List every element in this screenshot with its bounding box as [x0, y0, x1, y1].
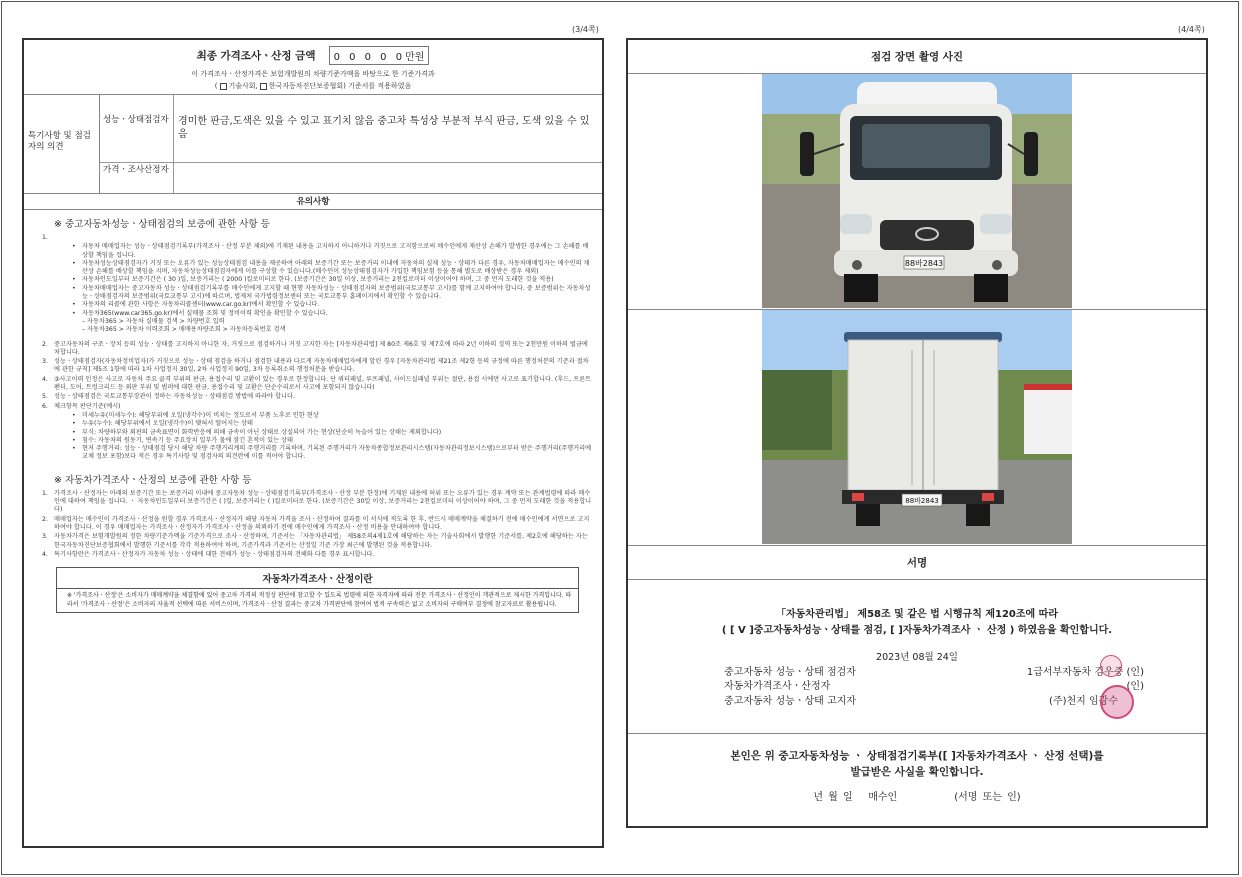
item-number: 1.	[42, 489, 48, 497]
list-item: ③사고이력 인정은 사고로 자동차 주요 골격 부위의 판금, 용접수리 및 교환이 있는 경우로 한정합니다. 단 쿼터패널, 루프패널, 사이드실패널 부위는 절단, 용접 시에만 사고로 표기합니다. (후드, 프론트펜더, 도어, 트렁크리드 등 외판 부위 및 범퍼에 대한 판금, 용접수리 및 교환은 단순수리로서 사고에 포함되지 않습니다)	[54, 375, 592, 392]
section-inspection-warranty: ※ 중고자동차성능ㆍ상태점검의 보증에 관한 사항 등	[54, 219, 270, 230]
list-item: 가격조사ㆍ산정자는 아래의 보증기간 또는 보증거리 이내에 중고자동차 성능ㆍ상태점검기록부(가격조사ㆍ산정 부분 한정)에 기재된 내용에 허위 또는 오류가 있는 경우 계약 또는 관계법령에 따라 매수인에 대하여 책임을 집니다. ㆍ 자동차인도일부터 보증기간은 ( )일, 보증거리는 ( )킬로미터로 한다. (보증기간은 30일 이상, 보증거리는 2천킬로미터 이상이어야 하며, 그 중 먼저 도래한 것을 적용합니다)	[54, 489, 592, 514]
price-amount-box	[329, 46, 430, 65]
page-number-left: (3/4쪽)	[572, 25, 599, 34]
rear-photo-cell	[628, 310, 1206, 546]
item-number: 2.	[42, 515, 48, 523]
checkbox-kada[interactable]	[260, 83, 267, 90]
item-number: 1.	[42, 234, 48, 241]
rear-plate: 88바2843	[905, 497, 939, 505]
notes-title: 유의사항	[24, 194, 602, 210]
signer-rows	[628, 663, 1206, 713]
list-item: 자동차인도일부터 보증기간은 ( 30 )일, 보증거리는 ( 2000 )킬로미터로 한다. (보증기간은 30일 이상, 보증거리는 2천킬로미터 이상이어야 하며, 그 중 먼저 도래한 것을 적용)	[82, 276, 554, 284]
price-header	[24, 40, 602, 95]
item-number: 3.	[42, 533, 48, 541]
role-appraiser: 자동차가격조사ㆍ산정자	[724, 681, 831, 692]
list-item: 미세누유(미세누수): 해당부위에 오일(냉각수)이 비치는 정도로서 부품 노후로 인한 현상	[82, 411, 319, 419]
list-item: 중고자동차의 구조ㆍ장치 등의 성능ㆍ상태를 고지하지 아니한 자, 거짓으로 점검하거나 거짓 고지한 자는 [자동차관리법] 제 80조 제6호 및 제7호에 따라 2년 이하의 징역 또는 2천만원 이하의 벌금에 처합니다.	[54, 340, 588, 356]
role-notifier: 중고자동차 성능ㆍ상태 고지자	[724, 696, 856, 707]
inspector-seal-icon	[1100, 655, 1122, 677]
buyer-label: 매수인	[868, 792, 898, 803]
list-item: 성능ㆍ상태점검은 국토교통부장관이 정하는 자동차성능ㆍ상태점검 방법에 따라야 합니다.	[54, 393, 295, 401]
front-plate: 88바2843	[904, 259, 944, 268]
opinion-table	[24, 95, 602, 194]
definition-box	[56, 567, 579, 613]
price-note-1: 이 가격조사ㆍ산정가격은 보험개발원의 차량기준가액을 바탕으로 한 기준가격과	[191, 70, 435, 78]
legal-statement	[628, 580, 1206, 639]
notifier-name: (주)천지 임광수	[1049, 696, 1118, 707]
list-item: 누유(누수): 해당부위에서 오일(냉각수)이 맺혀서 떨어지는 상태	[82, 420, 254, 428]
list-item: 자동차가격은 보험개발원의 정한 차량기준가액을 기준가격으로 조사ㆍ산정하며, 기준서는 「자동차관리법」 제58조의4제1호에 해당하는 자는 기술사회에서 발행한 기준서를, 제2호에 해당하는 자는 한국자동차진단보증협회에서 발행한 기준서를 각각 적용하여야 하며, 기준가격과 기준서는 산정일 기준 가장 최근에 발행된 것을 적용합니다.	[54, 533, 588, 549]
page-number-right: (4/4쪽)	[1178, 25, 1205, 34]
paren-open: (	[214, 82, 218, 90]
inspection-warranty-list: 1. • 자동차 매매업자는 성능ㆍ상태점검기록부(가격조사ㆍ산정 부분 제외)에 기재된 내용을 고지하지 아니하거나 거짓으로 고지함으로써 매수인에게 재산상 손해가 발생한 경우에는 그 손해를 배상할 책임을 집니다. • 자동차성능상태점검자가 거짓 또는 오류가 있는 성능상태점검 내용을 제공하여 아래의 보증기간 또는 보증거리 이내에 자동차의 실제 성능ㆍ상태가 다른 경우, 자동차매매업자는 매수인의 재산상 손해를 배상할 책임을 지며, 자동차성능상태점검자에게 이를 구상할 수 있습니다.(매수인이 성능상태점검자가 가입한 책임보험 등을 통해 별도로 배상받은 경우 제외) • 자동차인도일부터 보증기간은 ( 30 )일, 보증거리는 ( 2000 )킬로미터로 한다. (보증기간은 30일 이상, 보증거리는 2천킬로미터 이상이어야 하며, 그 중 먼저 도래한 것을 적용) • 자동차매매업자는 중고자동차 성능ㆍ상태점검기록부를 매수인에게 고지할 때 현행 자동차성능ㆍ상태점검자의 보증범위(국토교통부 고시)를 함께 고지하여야 합니다. 중 보증범위는 자동차성능ㆍ상태점검자의 보증범위(국토교통부 고시)에 따르며, 법제처 국가법령정보센터 또는 국토교통부 홈페이지에서 확인할 수 있습니다. • 자동차의 리콜에 관한 사항은 자동차리콜센터(www.car.go.kr)에서 확인할 수 있습니다. • 자동차365(www.car365.go.kr)에서 실매물 조회 및 정비이력 확인을 확인할 수 있습니다. – 자동차365 > 자동차 실매물 검색 > 차량번호 입력 – 자동차365 > 자동차 이력조회 > 매매용차량조회 > 자동차등록번호 검색 2. 중고자동차의 구조ㆍ장치 등의 성능ㆍ상태를 고지하지 아니한 자, 거짓으로 점검하거나 거짓 고지한 자는 [자동차관리법] 제 80조 제6호 및 제7호에 따라 2년 이하의 징역 또는 2천만원 이하의 벌금에 처합니다. 3. 성능ㆍ상태점검자(자동차정비업자)가 거짓으로 성능ㆍ상태 점검을 하거나 점검한 내용과 다르게 자동차매매업자에게 알린 경우 [자동차관리법 제21조 제2항 등의 규정에 따른 행정처분의 기준과 절차에 관한 규칙] 제5조 1항에 따라 1차 사업정지 30일, 2차 사업정지 90일, 3차 등록취소의 행정처분을 받습니다. 4. ③사고이력 인정은 사고로 자동차 주요 골격 부위의 판금, 용접수리 및 교환이 있는 경우로 한정합니다. 단 쿼터패널, 루프패널, 사이드실패널 부위는 절단, 용접 시에만 사고로 표기합니다. (후드, 프론트펜더, 도어, 트렁크리드 등 외판 부위 및 범퍼에 대한 판금, 용접수리 및 교환은 단순수리로서 사고에 포함되지 않습니다) 5. 성능ㆍ상태점검은 국토교통부장관이 정하는 자동차성능ㆍ상태점검 방법에 따라야 합니다. 6. 체크항목 판단기준(예시) • 미세누유(미세누수): 해당부위에 오일(냉각수)이 비치는 정도로서 부품 노후로 인한 현상 • 누유(누수): 해당부위에서 오일(냉각수)이 맺혀서 떨어지는 상태 • 부식: 차량하부와 외판의 금속표면이 화학반응에 의해 금속이 아닌 상태로 상실되어 가는 현상(단순히 녹슬어 있는 상태는 제외합니다) • 침수: 자동차의 원동기, 변속기 등 주요장치 일부가 물에 잠긴 흔적이 있는 상태 • 현저 주행거리: 성능ㆍ상태점검 당시 해당 차량 주행거리계의 주행거리를 기록하며, 기록된 주행거리가 자동차종합정보관리시스템(자동차관리정보시스템)으로부터 받은 주행거리(주행거리에 교체 정보 포함)보다 적은 경우 특기사항 및 점검자의 의견란에 이를 적어야 합니다.	[42, 234, 592, 461]
price-warranty-list	[24, 490, 602, 559]
notifier-seal-icon	[1100, 685, 1134, 719]
confirm-line-1: 본인은 위 중고자동차성능 ㆍ 상태점검기록부([ ]자동차가격조사 ㆍ 산정 선택)를	[730, 750, 1104, 762]
item-number: 5.	[42, 393, 48, 401]
item-number: 4.	[42, 375, 48, 383]
list-item: 자동차성능상태점검자가 거짓 또는 오류가 있는 성능상태점검 내용을 제공하여 아래의 보증기간 또는 보증거리 이내에 자동차의 실제 성능ㆍ상태가 다른 경우, 자동차매매업자는 매수인의 재산상 손해를 배상할 책임을 지며, 자동차성능상태점검자에게 이를 구상할 수 있습니다.(매수인이 성능상태점검자가 가입한 책임보험 등을 통해 별도로 배상받은 경우 제외)	[82, 259, 590, 276]
list-item: 특기사항란은 가격조사ㆍ산정자가 자동차 성능ㆍ상태에 대한 견해가 성능ㆍ상태점검자의 견해와 다를 경우 표시합니다.	[54, 550, 375, 558]
item-number: 3.	[42, 358, 48, 366]
legal-line-2: ( [ V ]중고자동차성능ㆍ상태를 점검, [ ]자동차가격조사 ㆍ 산정 ) 하였음을 확인합니다.	[721, 625, 1113, 636]
list-item: 부식: 차량하부와 외판의 금속표면이 화학반응에 의해 금속이 아닌 상태로 상실되어 가는 현상(단순히 녹슬어 있는 상태는 제외합니다)	[82, 428, 442, 436]
list-item: 자동차매매업자는 중고자동차 성능ㆍ상태점검기록부를 매수인에게 고지할 때 현행 자동차성능ㆍ상태점검자의 보증범위(국토교통부 고시)를 함께 고지하여야 합니다. 중 보증범위는 자동차성능ㆍ상태점검자의 보증범위(국토교통부 고시)에 따르며, 법제처 국가법령정보센터 또는 국토교통부 홈페이지에서 확인할 수 있습니다.	[82, 284, 591, 301]
price-title: 최종 가격조사ㆍ산정 금액	[196, 50, 316, 62]
list-item: 성능ㆍ상태점검자(자동차정비업자)가 거짓으로 성능ㆍ상태 점검을 하거나 점검한 내용과 다르게 자동차매매업자에게 알린 경우 [자동차관리법 제21조 제2항 등의 규정에 따른 행정처분의 기준과 절차에 관한 규칙] 제5조 1항에 따라 1차 사업정지 30일, 2차 사업정지 90일, 3차 등록취소의 행정처분을 받습니다.	[54, 358, 589, 374]
inspector-label: 성능ㆍ상태점검자	[100, 95, 174, 162]
truck-front-photo	[762, 74, 1072, 308]
definition-body: ※ '가격조사ㆍ산정'은 소비자가 매매계약을 체결함에 있어 중고차 가격의 적정성 판단에 참고할 수 있도록 법령에 의한 자격자에 따라 전문 가격조사ㆍ산정인이 객관적으로 제시한 가격입니다. 따라서 '가격조사ㆍ산정'은 소비자의 자율적 선택에 따른 서비스이며, 가격조사ㆍ산정 결과는 중고차 가격판단에 참여여 법적 구속력은 없고 소비자의 구매여부 결정에 참고자료로 활용됩니다.	[67, 592, 572, 609]
legal-line-1: 「자동차관리법」 제58조 및 같은 법 시행규칙 제120조에 따라	[775, 609, 1059, 620]
item-number: 2.	[42, 340, 48, 348]
role-inspector: 중고자동차 성능ㆍ상태 점검자	[724, 667, 856, 678]
price-note-2	[24, 81, 602, 91]
signature-section-title: 서명	[628, 546, 1206, 580]
buyer-sign-line	[628, 788, 1206, 803]
inspector-opinion: 경미한 판금,도색은 있을 수 있고 표기치 않음 중고차 특성상 부분적 부식 판금, 도색 있을 수 있음	[178, 116, 590, 140]
checkbox-tech-society[interactable]	[220, 83, 227, 90]
kada-label: 한국자동차진단보증협회) 기준서를 적용하였음	[268, 82, 412, 90]
list-item: – 자동차365 > 자동차 실매물 검색 > 차량번호 입력	[82, 317, 225, 325]
tech-society-label: 기술사회,	[228, 82, 258, 90]
inspector-name: 1급서부자동차 김우중 (인)	[1026, 667, 1144, 678]
price-unit: 만원	[405, 52, 425, 63]
list-item: 매매업자는 매수인이 가격조사ㆍ산정을 원할 경우 가격조사ㆍ산정자가 해당 자동차 가격을 조사ㆍ산정하여 결과를 이 서식에 적도록 한 후, 반드시 매매계약을 체결하기 전에 매수인에게 서면으로 고지하여야 합니다. 이 경우 매매업자는 가격조사ㆍ산정자가 가격조사ㆍ산정을 의뢰하기 전에 매수인에게 가격조사ㆍ산정 비용을 안내하여야 합니다.	[54, 515, 590, 531]
buyer-sign-field[interactable]: (서명 또는 인)	[954, 792, 1021, 803]
buyer-confirmation	[628, 733, 1206, 780]
definition-title: 자동차가격조사ㆍ산정이란	[57, 568, 578, 589]
front-photo-cell	[628, 74, 1206, 310]
page-4	[626, 38, 1208, 828]
confirm-line-2: 발급받은 사실을 확인합니다.	[850, 766, 984, 778]
appraiser-opinion	[174, 163, 602, 193]
item-number: 6.	[42, 402, 48, 410]
page-3	[22, 38, 604, 848]
appraiser-label: 가격ㆍ조사산정자	[100, 163, 174, 193]
section-price-warranty: ※ 자동차가격조사ㆍ산정의 보증에 관한 사항 등	[54, 474, 252, 486]
list-item: 자동차 매매업자는 성능ㆍ상태점검기록부(가격조사ㆍ산정 부분 제외)에 기재된 내용을 고지하지 아니하거나 거짓으로 고지함으로써 매수인에게 재산상 손해가 발생한 경우에는 그 손해를 배상할 책임을 집니다.	[82, 243, 589, 259]
confirm-date: 년 월 일	[813, 792, 853, 803]
photo-section-title: 점검 장면 촬영 사진	[628, 40, 1206, 74]
opinion-title: 특기사항 및 점검자의 의견	[24, 95, 100, 193]
appraiser-sign: (인)	[1126, 681, 1144, 692]
inspection-date: 2023년 08월 24일	[876, 652, 958, 663]
list-item: 체크항목 판단기준(예시)	[54, 402, 121, 410]
item-number: 4.	[42, 550, 48, 558]
list-item: 자동차365(www.car365.go.kr)에서 실매물 조회 및 정비이력 확인을 확인할 수 있습니다.	[82, 309, 328, 317]
list-item: 자동차의 리콜에 관한 사항은 자동차리콜센터(www.car.go.kr)에서 확인할 수 있습니다.	[82, 301, 320, 309]
list-item: 현저 주행거리: 성능ㆍ상태점검 당시 해당 차량 주행거리계의 주행거리를 기록하며, 기록된 주행거리가 자동차종합정보관리시스템(자동차관리정보시스템)으로부터 받은 주행거리(주행거리에 교체 정보 포함)보다 적은 경우 특기사항 및 점검자의 의견란에 이를 적어야 합니다.	[82, 445, 592, 461]
price-amount: 0 0 0 0 0	[333, 52, 406, 63]
list-item: – 자동차365 > 자동차 이력조회 > 매매용차량조회 > 자동차등록번호 검색	[82, 326, 286, 334]
list-item: 침수: 자동차의 원동기, 변속기 등 주요장치 일부가 물에 잠긴 흔적이 있는 상태	[82, 436, 293, 444]
truck-rear-photo	[762, 310, 1072, 544]
